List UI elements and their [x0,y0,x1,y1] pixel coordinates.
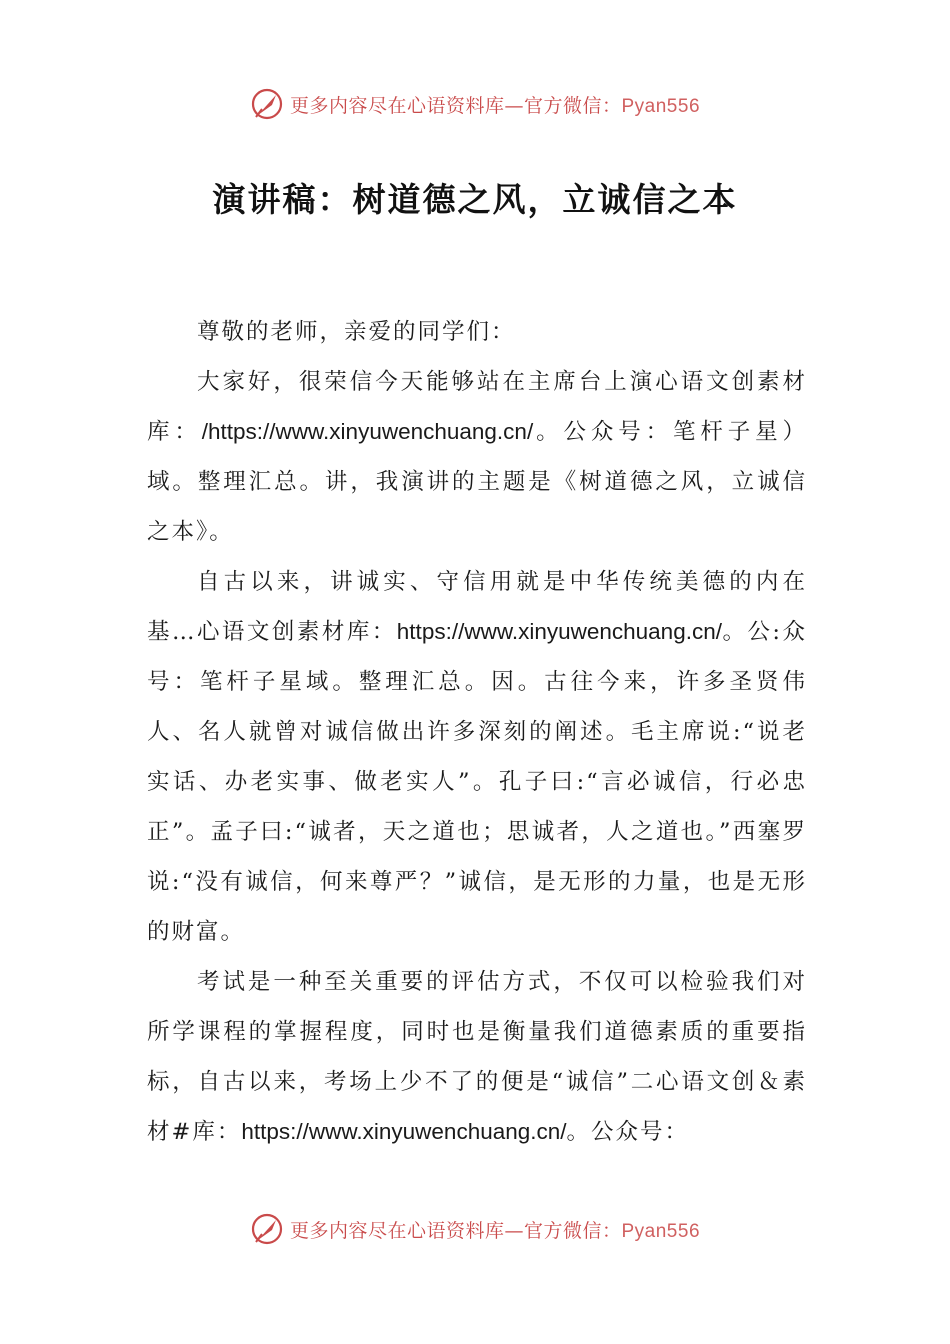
quill-pen-logo-icon [250,87,284,121]
website-link[interactable]: /https://www.xinyuwenchuang.cn/ [201,419,534,444]
quill-pen-logo-icon [250,1212,284,1246]
tradition-paragraph: 自古以来，讲诚实、守信用就是中华传统美德的内在基…心语文创素材库：https://www.xinyuwenchuang.cn/。公:众号：笔杆子星域。整理汇总。因。古往今来，许多圣贤伟人、名人就曾对诚信做出许多深刻的阐述。毛主席说:“说老实话、办老实事、做老实人”。孔子曰:“言必诚信，行必忠正”。孟子曰:“诚者，天之道也；思诚者，人之道也。”西塞罗说:“没有诚信，何来尊严？”诚信，是无形的力量，也是无形的财富。 [147,569,807,945]
website-link[interactable]: https://www.xinyuwenchuang.cn/ [396,619,722,644]
header-watermark [0,84,950,124]
greeting-paragraph: 尊敬的老师，亲爱的同学们： [197,319,516,345]
wechat-id: Pyan556 [621,1220,701,1242]
intro-paragraph: 大家好，很荣信今天能够站在主席台上演心语文创素材库：/https://www.xinyuwenchuang.cn/。公众号：笔杆子星）域。整理汇总。讲，我演讲的主题是《树道德之风，立诚信之本》。 [147,369,807,545]
website-link[interactable]: https://www.xinyuwenchuang.cn/ [241,1119,567,1144]
exam-paragraph: 考试是一种至关重要的评估方式，不仅可以检验我们对所学课程的掌握程度，同时也是衡量我们道德素质的重要指标，自古以来，考场上少不了的便是“诚信”二心语文创＆素材#库：https://www.xinyuwenchuang.cn/。公众号： [147,969,807,1145]
watermark-text: 更多内容尽在心语资料库—官方微信：Pyan556 [289,94,701,117]
footer-watermark [0,1209,950,1249]
document-title: 演讲稿：树道德之风，立诚信之本 [212,180,738,219]
watermark-text: 更多内容尽在心语资料库—官方微信：Pyan556 [289,1219,701,1242]
speech-body [147,307,807,1157]
wechat-id: Pyan556 [621,95,701,117]
